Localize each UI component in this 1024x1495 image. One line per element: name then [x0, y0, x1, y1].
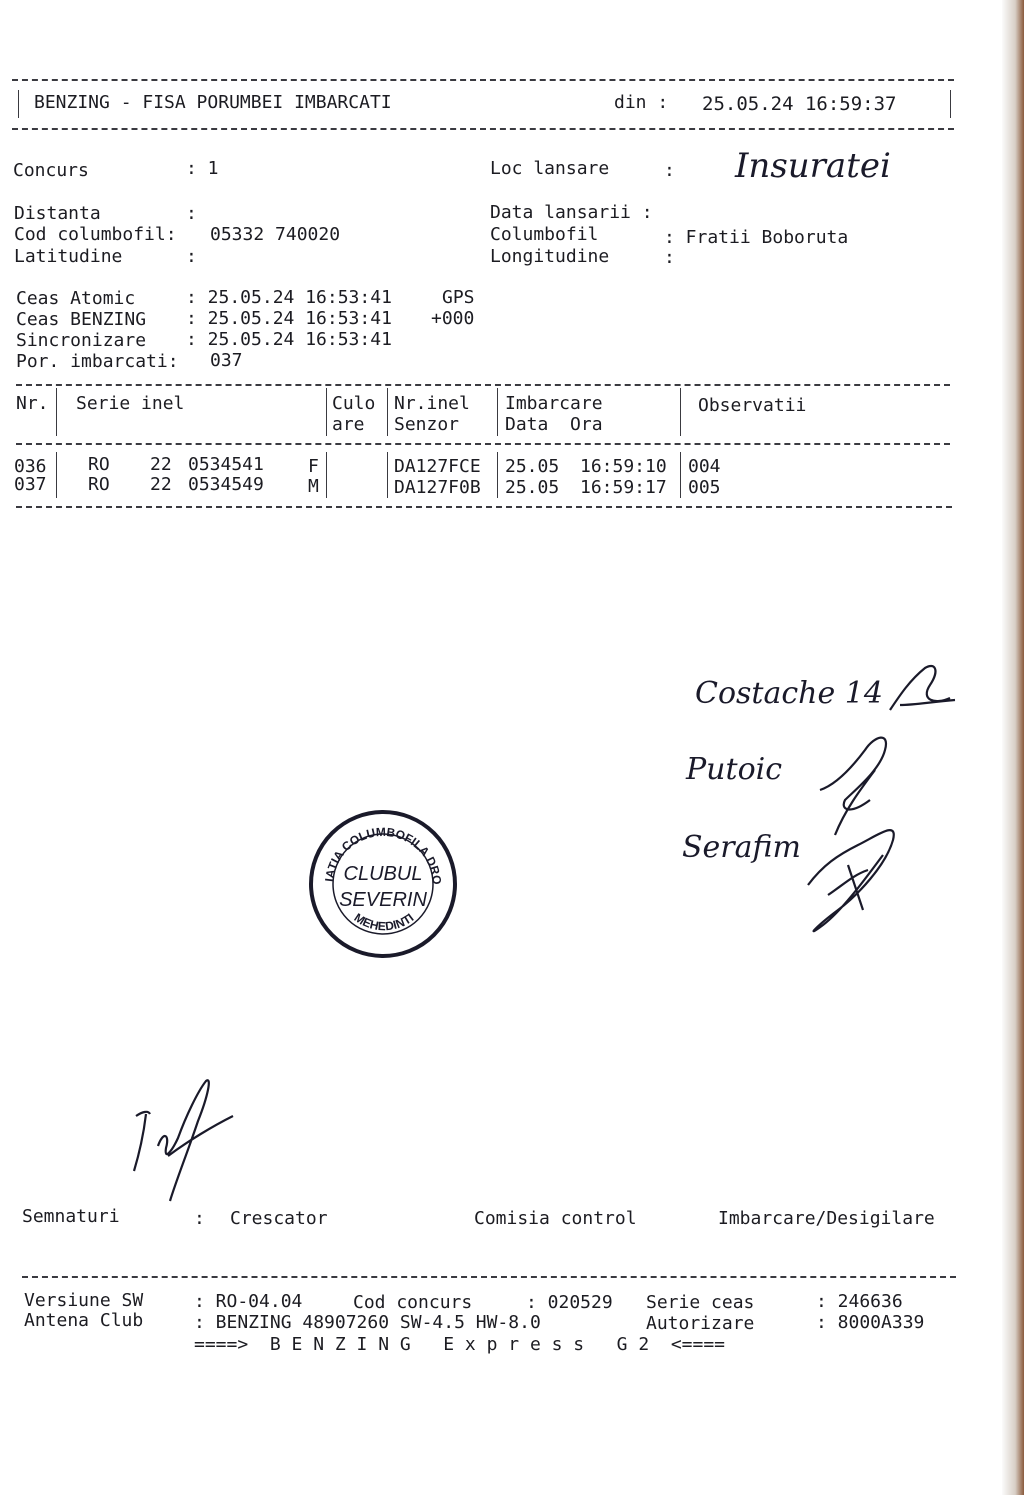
concurs-label: Concurs: [13, 160, 89, 181]
table-header-culoare-cont: are: [332, 414, 365, 435]
latitudine-colon: :: [186, 246, 197, 267]
benzing-express-banner: ====> B E N Z I N G E x p r e s s G 2 <====: [194, 1334, 726, 1355]
signature-mark-1: [880, 660, 960, 730]
table-col-divider-serie: [326, 388, 327, 436]
autorizare-value: : 8000A339: [816, 1312, 925, 1333]
table-col-divider-imbarcare: [680, 388, 681, 436]
ceas-atomic-label: Ceas Atomic: [16, 288, 136, 309]
stamp-line-1: CLUBUL: [343, 863, 423, 885]
header-bottom-border: [12, 128, 954, 130]
handwritten-name-3: Serafim: [682, 830, 801, 865]
row-year: 22: [150, 474, 172, 495]
row-observatii: 004: [688, 456, 721, 477]
ceas-benzing-value: : 25.05.24 16:53:41: [186, 308, 392, 329]
longitudine-colon: :: [664, 247, 675, 268]
stamp-graphic: [308, 806, 458, 961]
row-ring: 0534541: [188, 454, 264, 475]
row-country: RO: [88, 454, 110, 475]
cod-columbofil-label: Cod columbofil:: [14, 224, 177, 245]
table-col-divider-senzor: [497, 388, 498, 436]
header-top-border: [12, 79, 954, 81]
porumbei-imbarcati-label: Por. imbarcati:: [16, 351, 179, 372]
row-sex: F: [308, 456, 319, 477]
ceas-atomic-gps: GPS: [442, 287, 475, 308]
table-header-separator: [16, 443, 950, 445]
table-header-senzor: Senzor: [394, 414, 460, 435]
svg-text:MEHEDINTI: [352, 910, 417, 933]
table-body-divider-culoare: [387, 452, 388, 498]
versiune-sw-value: : RO-04.04: [194, 1291, 303, 1312]
cod-concurs-label: Cod concurs: [353, 1292, 473, 1313]
table-body-divider-nr: [56, 452, 57, 498]
autorizare-label: Autorizare: [646, 1313, 755, 1334]
stamp-line-2: SEVERIN: [339, 889, 427, 911]
loc-lansare-handwritten: Insuratei: [735, 146, 891, 186]
latitudine-label: Latitudine: [14, 246, 123, 267]
row-sensor: DA127F0B: [394, 477, 481, 498]
table-header-observatii: Observatii: [698, 395, 807, 416]
row-observatii: 005: [688, 477, 721, 498]
concurs-value: : 1: [186, 158, 219, 179]
row-sex: M: [308, 476, 319, 497]
table-bottom-border: [16, 506, 952, 508]
data-lansarii-label: Data lansarii :: [490, 202, 653, 223]
club-stamp: [308, 806, 458, 961]
table-col-divider-culoare: [387, 388, 388, 436]
footer-top-border: [22, 1276, 956, 1278]
table-header-culoare: Culo: [332, 393, 376, 414]
antena-club-label: Antena Club: [24, 1310, 144, 1331]
semnaturi-colon: :: [194, 1208, 205, 1229]
serie-ceas-value: : 246636: [816, 1291, 903, 1312]
din-value: 25.05.24 16:59:37: [702, 93, 897, 115]
row-date: 25.05: [505, 456, 560, 477]
row-nr: 037: [14, 474, 47, 495]
table-header-nr: Nr.: [16, 393, 49, 414]
document-title: BENZING - FISA PORUMBEI IMBARCATI: [34, 92, 392, 113]
antena-club-value: : BENZING 48907260 SW-4.5 HW-8.0: [194, 1312, 541, 1333]
row-time: 16:59:17: [580, 477, 667, 498]
cod-concurs-value: : 020529: [526, 1292, 613, 1313]
table-header-data-ora: Data Ora: [505, 414, 603, 435]
crescator-label: Crescator: [230, 1208, 328, 1229]
handwritten-name-2: Putoic: [686, 752, 783, 787]
page-edge-shadow: [1002, 0, 1024, 1495]
ceas-atomic-value: : 25.05.24 16:53:41: [186, 287, 392, 308]
longitudine-label: Longitudine: [490, 246, 610, 267]
imbarcare-desigilare-label: Imbarcare/Desigilare: [718, 1208, 935, 1229]
din-label: din :: [614, 92, 669, 113]
ceas-benzing-offset: +000: [431, 308, 475, 329]
table-header-serie: Serie inel: [76, 393, 185, 414]
stamp-top-text: IATIA COLUMBOFILA DRO: [322, 824, 445, 886]
row-country: RO: [88, 474, 110, 495]
porumbei-imbarcati-value: 037: [210, 350, 243, 371]
sincronizare-label: Sincronizare: [16, 330, 147, 351]
row-date: 25.05: [505, 477, 560, 498]
crescator-signature: [128, 1076, 238, 1206]
loc-lansare-colon: :: [664, 160, 675, 181]
sincronizare-value: : 25.05.24 16:53:41: [186, 329, 392, 350]
row-year: 22: [150, 454, 172, 475]
versiune-sw-label: Versiune SW: [24, 1290, 144, 1311]
columbofil-label: Columbofil: [490, 224, 599, 245]
semnaturi-label: Semnaturi: [22, 1206, 120, 1227]
loc-lansare-label: Loc lansare: [490, 158, 610, 179]
table-body-divider-senzor: [497, 452, 498, 498]
table-body-divider-imbarcare: [680, 452, 681, 498]
distanta-colon: :: [186, 203, 197, 224]
columbofil-value: : Fratii Boboruta: [664, 227, 849, 248]
handwritten-name-1: Costache 14: [695, 676, 883, 711]
stamp-bottom-text: MEHEDINTI: [351, 910, 417, 934]
row-ring: 0534549: [188, 474, 264, 495]
table-header-imbarcare: Imbarcare: [505, 393, 603, 414]
comisia-control-label: Comisia control: [474, 1208, 637, 1229]
table-header-nr-inel: Nr.inel: [394, 393, 470, 414]
serie-ceas-label: Serie ceas: [646, 1292, 755, 1313]
signature-mark-3: [798, 815, 908, 945]
ceas-benzing-label: Ceas BENZING: [16, 309, 147, 330]
cod-columbofil-value: 05332 740020: [210, 224, 341, 245]
distanta-label: Distanta: [14, 203, 101, 224]
table-body-divider-serie: [326, 452, 327, 498]
row-nr: 036: [14, 456, 47, 477]
header-right-border: [950, 90, 951, 118]
row-time: 16:59:10: [580, 456, 667, 477]
table-col-divider-nr: [56, 388, 57, 436]
header-left-border: [18, 90, 19, 118]
table-top-border: [16, 384, 950, 386]
row-sensor: DA127FCE: [394, 456, 481, 477]
